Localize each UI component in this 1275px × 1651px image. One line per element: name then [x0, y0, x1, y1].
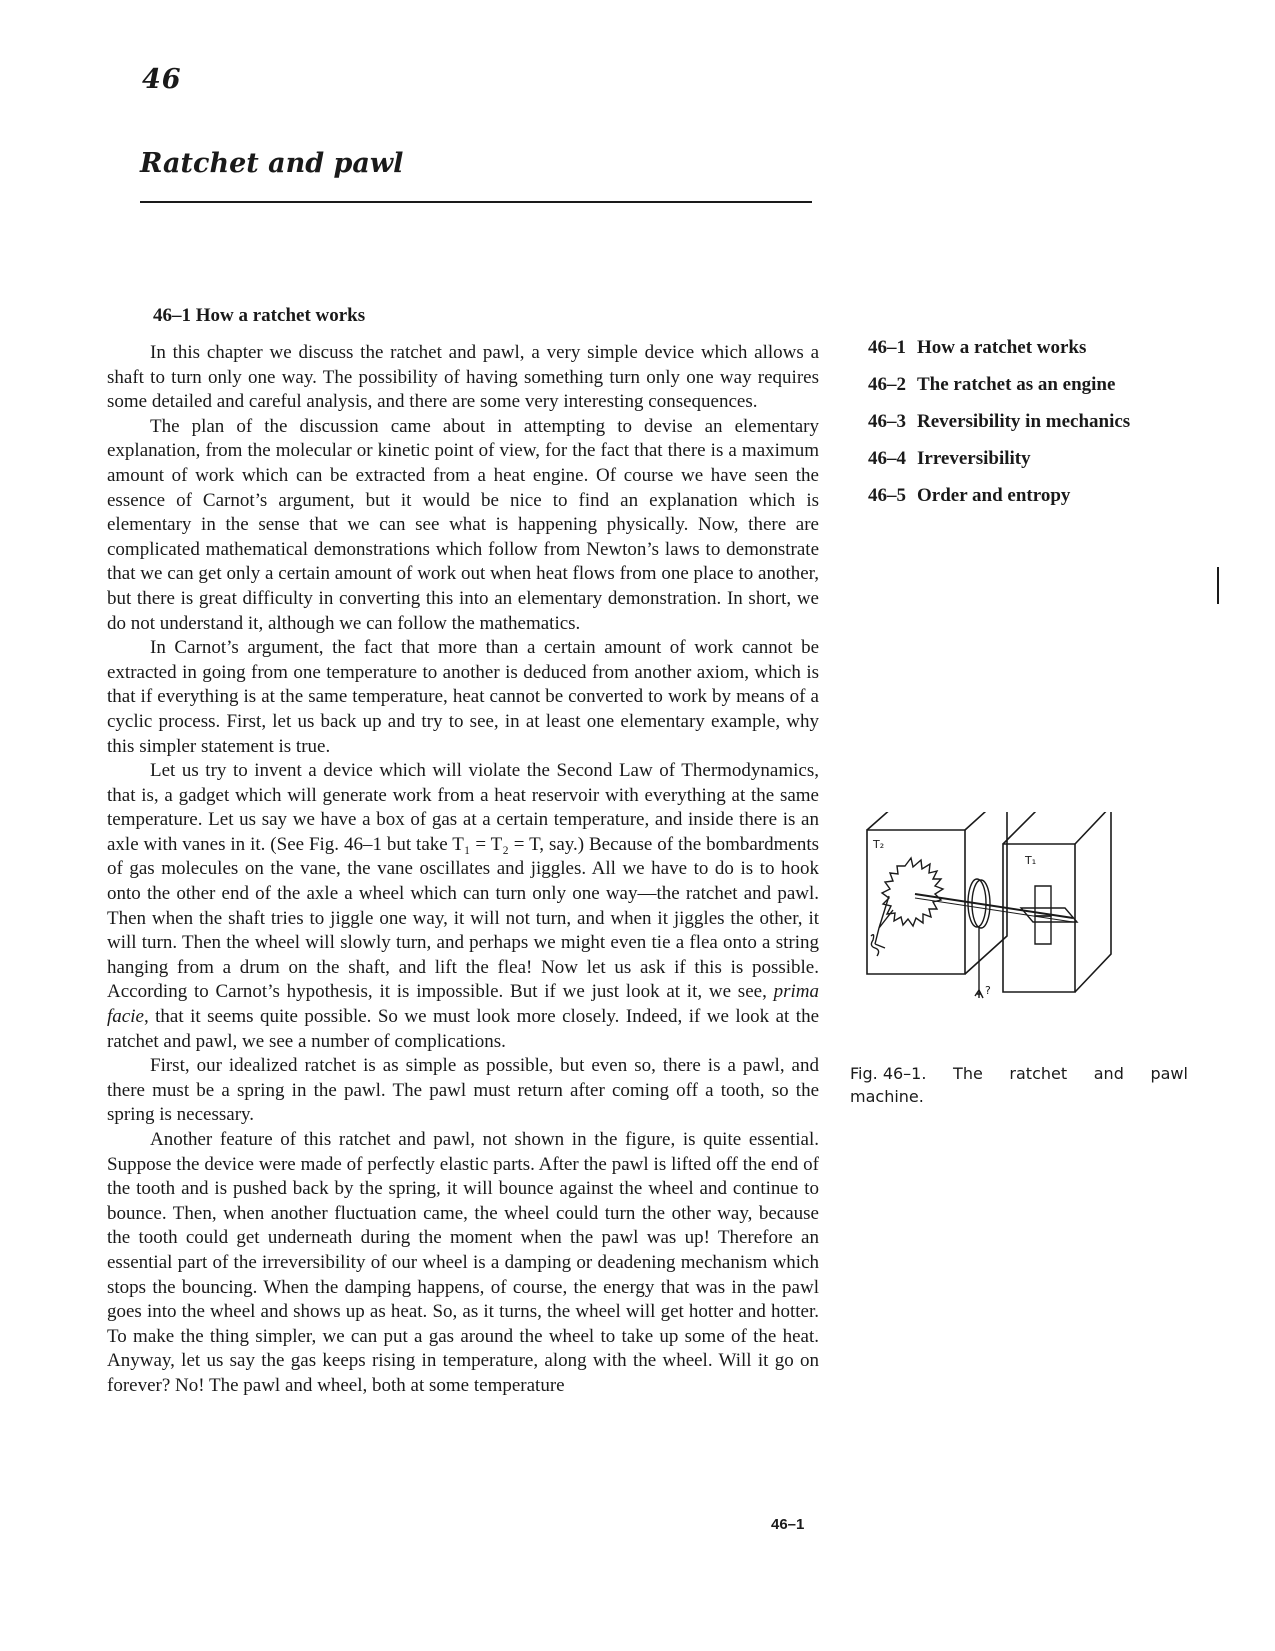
label-t1: T₁	[1025, 854, 1037, 867]
toc-item[interactable]	[868, 374, 1130, 411]
caption-line	[850, 1062, 1188, 1085]
toc-number: 46–4	[868, 448, 906, 469]
vane-lower	[1035, 916, 1051, 944]
toc-item[interactable]	[868, 337, 1130, 374]
paragraph-text: Let us try to invent a device which will violate the Second Law of Thermodynamics, that is, a gadget which will generate work from a heat reservoir with everything at the same temperature. Let us say we have a box of gas at a certain temperature, and inside there is an axle with vanes in it. (See Fig. 46–1 but take T₁ = T₂ = T, say.) Because of the bombardments of gas molecules on the vane, the vane oscillates and jiggles. All we have to do is to hook onto the other end of the axle a wheel which can turn only one way—the ratchet and pawl. Then when the shaft tries to jiggle one way, it will not turn, and when it jiggles the other, it will turn. Then the wheel will slowly turn, and perhaps we might even tie a flea onto a string hanging from a drum on the shaft, and lift the flea! Now let us ask if this is possible. According to Carnot’s hypothesis, it is impossible. But if we just look at it, we see,	[107, 760, 819, 1003]
vane-upper	[1035, 886, 1051, 916]
section-heading: 46–1 How a ratchet works	[153, 305, 366, 326]
toc-title: Reversibility in mechanics	[917, 411, 1131, 432]
axle	[915, 894, 1073, 918]
paragraph-text: , that it seems quite possible. So we must look more closely. Indeed, if we look at the ratchet and pawl, we see a number of complications.	[107, 1006, 819, 1052]
right-box-front	[1003, 844, 1075, 992]
paragraph: Another feature of this ratchet and pawl, not shown in the figure, is quite essential. Suppose the device were made of perfectly elastic parts. After the pawl is lifted off the end of the tooth and is pushed back by the spring, it will bounce against the wheel and continue to bounce. Then, when another fluctuation came, the wheel could turn the other way, because the tooth could get underneath during the moment when the pawl was up! Therefore an essential part of the irreversibility of our wheel is a damping or deadening mechanism which stops the bouncing. When the damping happens, of course, the energy that was in the pawl goes into the wheel and shows up as heat. So, as it turns, the wheel will get hotter and hotter. To make the thing simpler, we can put a gas around the wheel to take up some of the heat. Anyway, let us say the gas keeps rising in temperature, along with the wheel. Will it go on forever? No! The pawl and wheel, both at some temperature	[107, 1129, 819, 1396]
chapter-contents	[868, 337, 1130, 522]
right-box-top	[1003, 812, 1111, 844]
left-box-top	[867, 812, 1007, 830]
caption-word: The	[953, 1064, 983, 1083]
chapter-number: 46	[142, 64, 182, 95]
paragraph: The plan of the discussion came about in attempting to devise an elementary explanation, from the molecular or kinetic point of view, for the fact that there is a maximum amount of work which can be extracted from a heat engine. Of course we have seen the essence of Carnot’s argument, but it would be nice to find an explanation which is elementary in the sense that we can see what is happening physically. Now, there are complicated mathematical demonstrations which follow from Newton’s laws to demonstrate that we can get only a certain amount of work out when heat flows from one place to another, but there is great difficulty in converting this into an elementary demonstration. In short, we do not understand it, although we can follow the mathematics.	[107, 415, 819, 634]
toc-number: 46–1	[868, 337, 906, 358]
left-box-front	[867, 830, 965, 974]
caption-word: ratchet	[1009, 1064, 1068, 1083]
caption-word: pawl	[1150, 1064, 1188, 1083]
label-flea: ?	[985, 984, 991, 997]
title-rule	[140, 201, 812, 203]
main-text	[107, 341, 819, 1399]
page-number: 46–1	[771, 1516, 805, 1533]
toc-number: 46–3	[868, 411, 906, 432]
paragraph: In Carnot’s argument, the fact that more than a certain amount of work cannot be extracted in going from one temperature to another is deduced from another axiom, which is that if everything is at the same temperature, heat cannot be converted to work by means of a cyclic process. First, let us back up and try to see, in at least one elementary example, why this simpler statement is true.	[107, 637, 819, 757]
left-box-t2	[865, 812, 1007, 830]
toc-title: Irreversibility	[917, 448, 1031, 469]
paragraph	[107, 759, 819, 1054]
toc-number: 46–2	[868, 374, 906, 395]
ratchet-wheel	[882, 858, 943, 926]
ratchet-pawl-diagram	[855, 812, 1255, 1062]
toc-item[interactable]	[868, 485, 1130, 522]
margin-change-bar	[1217, 567, 1219, 604]
toc-title: The ratchet as an engine	[917, 374, 1116, 395]
toc-title: How a ratchet works	[917, 337, 1087, 358]
toc-title: Order and entropy	[917, 485, 1071, 506]
caption-label: Fig. 46–1.	[850, 1064, 927, 1083]
figure-caption	[850, 1062, 1188, 1108]
ratchet-pawl-figure	[855, 812, 1255, 1062]
label-t2: T₂	[873, 838, 885, 851]
italic-phrase: prima facie	[107, 981, 819, 1028]
caption-line: machine.	[850, 1087, 924, 1106]
paragraph: First, our idealized ratchet is as simple as possible, but even so, there is a pawl, and there must be a spring in the pawl. The pawl must return after coming off a tooth, so the spring is necessary.	[107, 1055, 819, 1126]
toc-item[interactable]	[868, 411, 1130, 448]
toc-number: 46–5	[868, 485, 906, 506]
caption-word: and	[1093, 1064, 1124, 1083]
chapter-title: Ratchet and pawl	[140, 148, 404, 179]
left-box-side	[965, 812, 1007, 974]
toc-item[interactable]	[868, 448, 1130, 485]
paragraph: In this chapter we discuss the ratchet and pawl, a very simple device which allows a shaft to turn only one way. The possibility of having something turn only one way requires some detailed and careful analysis, and there are some very interesting consequences.	[107, 342, 819, 413]
